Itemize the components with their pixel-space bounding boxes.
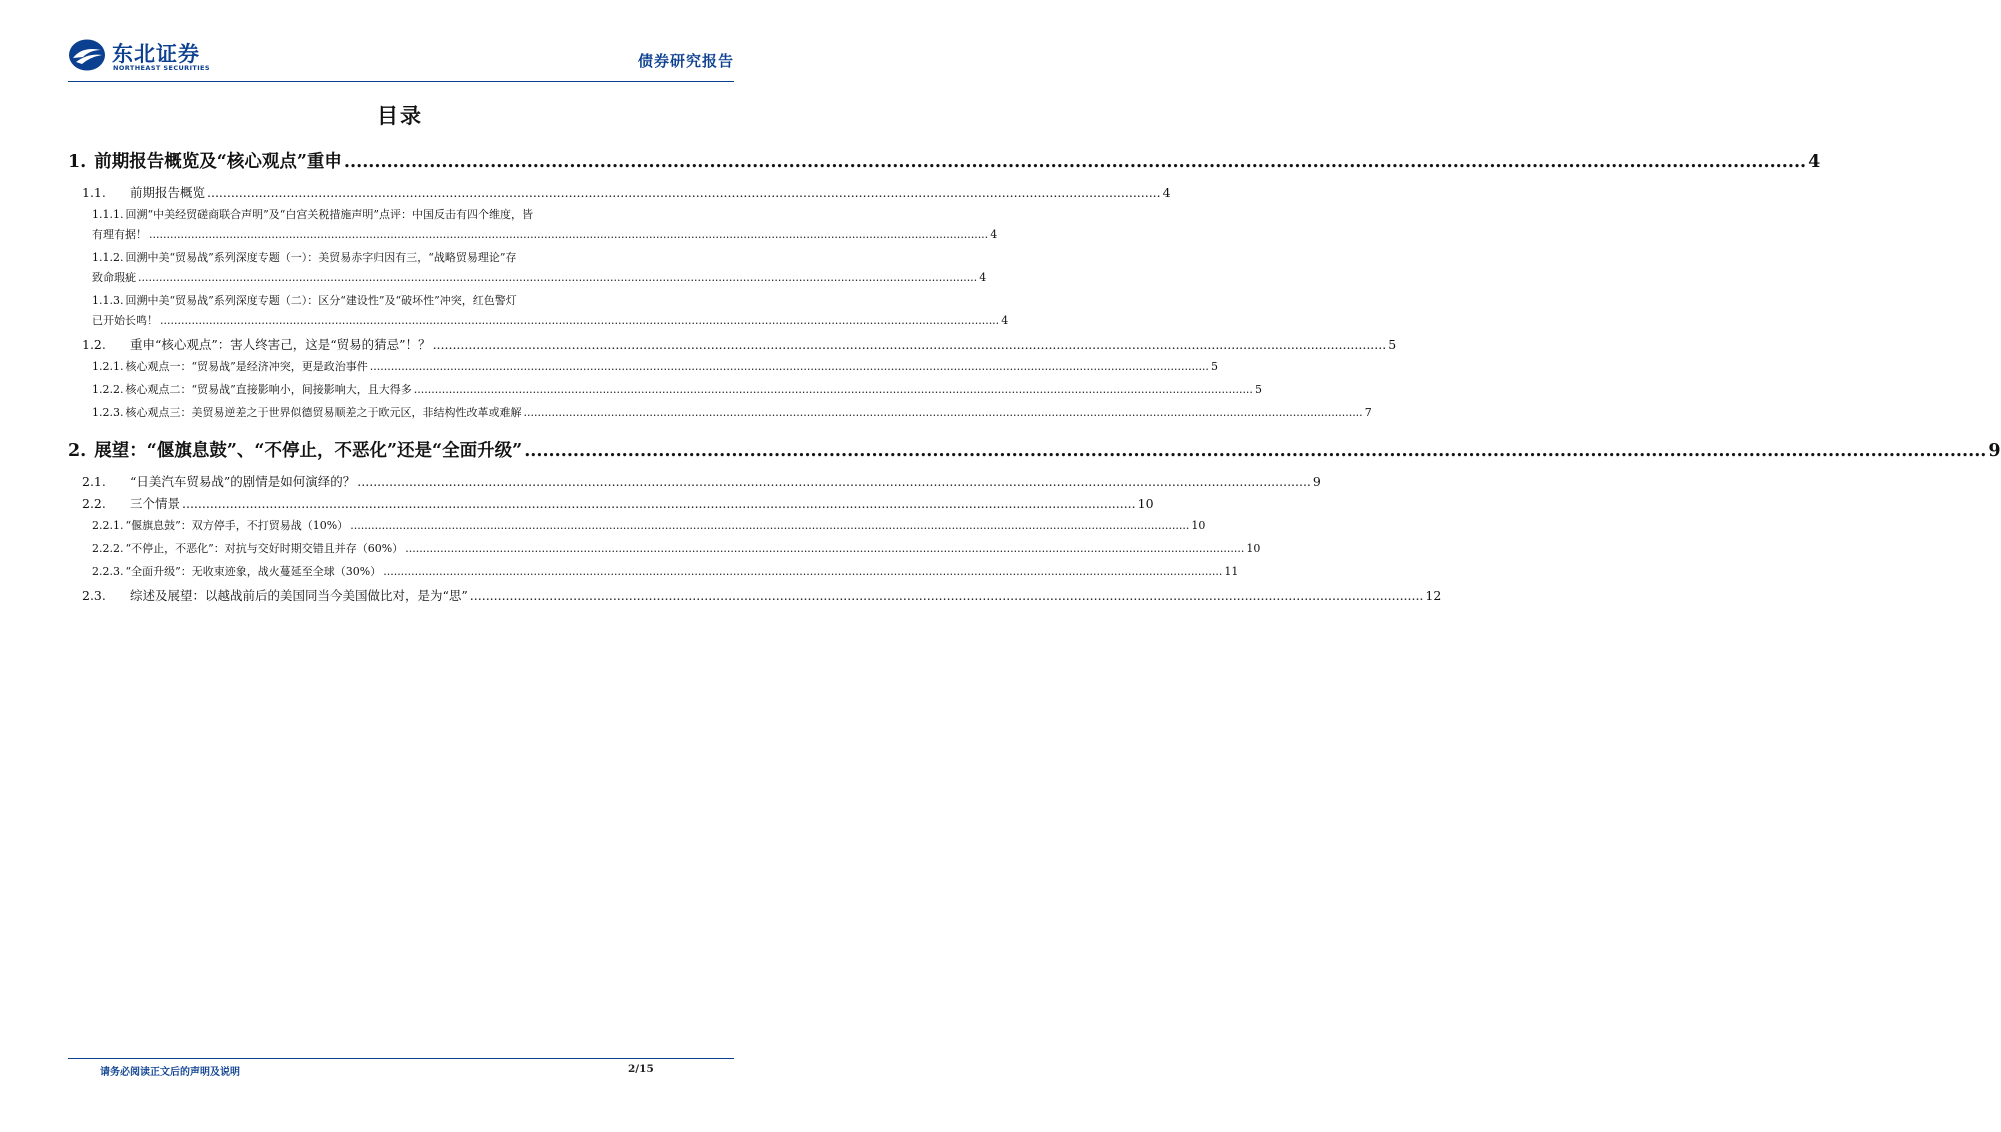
subsection-title: “日美汽车贸易战”的剧情是如何演绎的？ xyxy=(130,474,356,489)
toc-title: 目录 xyxy=(377,103,423,128)
report-type-label: 债券研究报告 xyxy=(637,52,734,70)
logo-chinese-name: 东北证券 xyxy=(112,42,200,66)
dot-leader xyxy=(370,357,1209,377)
logo-emblem-icon xyxy=(68,38,106,72)
dot-leader xyxy=(182,496,1136,511)
dot-leader xyxy=(344,152,1806,172)
dot-leader xyxy=(160,311,999,331)
toc-subsection-2-3[interactable] xyxy=(68,586,1442,604)
item-title-line1: 回溯中美“贸易战”系列深度专题（二）：区分“建设性”及“破坏性”冲突，红色警灯 xyxy=(125,294,517,307)
item-number: 2.2.3. xyxy=(92,565,124,578)
item-title: 核心观点二：“贸易战”直接影响小，间接影响大，且大得多 xyxy=(125,383,412,396)
page-ref: 7 xyxy=(1364,406,1372,419)
item-title-line1: 回溯中美“贸易战”系列深度专题（一）：美贸易赤字归因有三，“战略贸易理论”存 xyxy=(125,251,517,264)
toc-section-2[interactable] xyxy=(68,437,2001,462)
page-ref: 11 xyxy=(1224,565,1239,578)
page-ref: 10 xyxy=(1246,542,1261,555)
page-ref: 4 xyxy=(979,271,987,284)
dot-leader xyxy=(470,588,1424,603)
page-ref: 5 xyxy=(1254,383,1262,396)
company-logo xyxy=(68,36,298,76)
subsection-title: 重申“核心观点”：害人终害己，这是“贸易的猜忌”！？ xyxy=(130,337,431,352)
dot-leader xyxy=(414,380,1253,400)
item-number: 1.1.1. xyxy=(92,208,124,221)
dot-leader xyxy=(405,539,1244,559)
item-title-line2: 有理有据！ xyxy=(92,228,147,241)
item-title: 核心观点一：“贸易战”是经济冲突，更是政治事件 xyxy=(125,360,368,373)
page-ref: 4 xyxy=(1162,185,1171,200)
item-title: 核心观点三：美贸易逆差之于世界似德贸易顺差之于欧元区，非结构性改革或难解 xyxy=(125,406,522,419)
toc-subsection-1-1[interactable] xyxy=(68,183,1171,201)
footer-divider xyxy=(68,1058,734,1059)
toc-item-1-2-3[interactable] xyxy=(68,403,1372,423)
subsection-title: 综述及展望：以越战前后的美国同当今美国做比对，是为“思” xyxy=(130,588,468,603)
toc-subsection-1-2[interactable] xyxy=(68,335,1397,353)
page-ref: 12 xyxy=(1425,588,1442,603)
item-title: “不停止，不恶化”：对抗与交好时期交错且并存（60%） xyxy=(125,542,404,555)
item-number: 1.2.2. xyxy=(92,383,124,396)
section-number: 2. xyxy=(68,441,87,461)
item-number: 1.1.3. xyxy=(92,294,124,307)
item-number: 2.2.1. xyxy=(92,519,124,532)
toc-item-2-2-3[interactable] xyxy=(68,562,1239,582)
page-ref: 10 xyxy=(1191,519,1206,532)
page-ref: 4 xyxy=(1808,152,1821,172)
dot-leader xyxy=(138,268,977,288)
header-divider xyxy=(68,81,734,82)
item-number: 1.2.1. xyxy=(92,360,124,373)
dot-leader xyxy=(350,516,1189,536)
section-number: 1. xyxy=(68,152,87,172)
dot-leader xyxy=(524,403,1363,423)
page-ref: 9 xyxy=(1988,441,2001,461)
toc-section-1[interactable] xyxy=(68,148,1821,173)
logo-english-name: NORTHEAST SECURITIES xyxy=(113,64,210,72)
item-title-line2: 已开始长鸣！ xyxy=(92,314,158,327)
item-number: 1.2.3. xyxy=(92,406,124,419)
toc-item-1-1-1[interactable] xyxy=(68,205,998,245)
section-title: 前期报告概览及“核心观点”重申 xyxy=(94,152,342,172)
item-title: “全面升级”：无收束迹象，战火蔓延至全球（30%） xyxy=(125,565,382,578)
subsection-title: 前期报告概览 xyxy=(130,185,206,200)
toc-subsection-2-1[interactable] xyxy=(68,472,1321,490)
subsection-number: 2.3. xyxy=(82,588,106,603)
item-number: 1.1.2. xyxy=(92,251,124,264)
subsection-number: 2.2. xyxy=(82,496,106,511)
toc-item-2-2-1[interactable] xyxy=(68,516,1206,536)
subsection-number: 1.1. xyxy=(82,185,106,200)
table-of-contents xyxy=(68,140,2001,608)
dot-leader xyxy=(524,441,1986,461)
footer-disclaimer: 请务必阅读正文后的声明及说明 xyxy=(100,1067,240,1078)
item-title-line1: 回溯“中美经贸磋商联合声明”及“白宫关税措施声明”点评：中国反击有四个维度，皆 xyxy=(125,208,533,221)
toc-item-2-2-2[interactable] xyxy=(68,539,1261,559)
dot-leader xyxy=(207,185,1161,200)
page-ref: 10 xyxy=(1137,496,1154,511)
toc-subsection-2-2[interactable] xyxy=(68,494,1154,512)
page-header xyxy=(68,36,734,82)
page-ref: 5 xyxy=(1210,360,1218,373)
item-title: “偃旗息鼓”：双方停手，不打贸易战（10%） xyxy=(125,519,349,532)
page-ref: 4 xyxy=(1001,314,1009,327)
page-ref: 9 xyxy=(1312,474,1321,489)
page-ref: 5 xyxy=(1388,337,1397,352)
dot-leader xyxy=(433,337,1387,352)
page-ref: 4 xyxy=(990,228,998,241)
toc-item-1-2-1[interactable] xyxy=(68,357,1218,377)
subsection-number: 1.2. xyxy=(82,337,106,352)
page-number: 2/15 xyxy=(628,1063,654,1075)
dot-leader xyxy=(149,225,988,245)
toc-item-1-2-2[interactable] xyxy=(68,380,1262,400)
dot-leader xyxy=(383,562,1222,582)
dot-leader xyxy=(357,474,1311,489)
item-number: 2.2.2. xyxy=(92,542,124,555)
item-title-line2: 致命瑕疵 xyxy=(92,271,136,284)
subsection-title: 三个情景 xyxy=(130,496,181,511)
subsection-number: 2.1. xyxy=(82,474,106,489)
toc-item-1-1-3[interactable] xyxy=(68,291,1009,331)
toc-item-1-1-2[interactable] xyxy=(68,248,987,288)
section-title: 展望：“偃旗息鼓”、“不停止，不恶化”还是“全面升级” xyxy=(94,441,523,461)
